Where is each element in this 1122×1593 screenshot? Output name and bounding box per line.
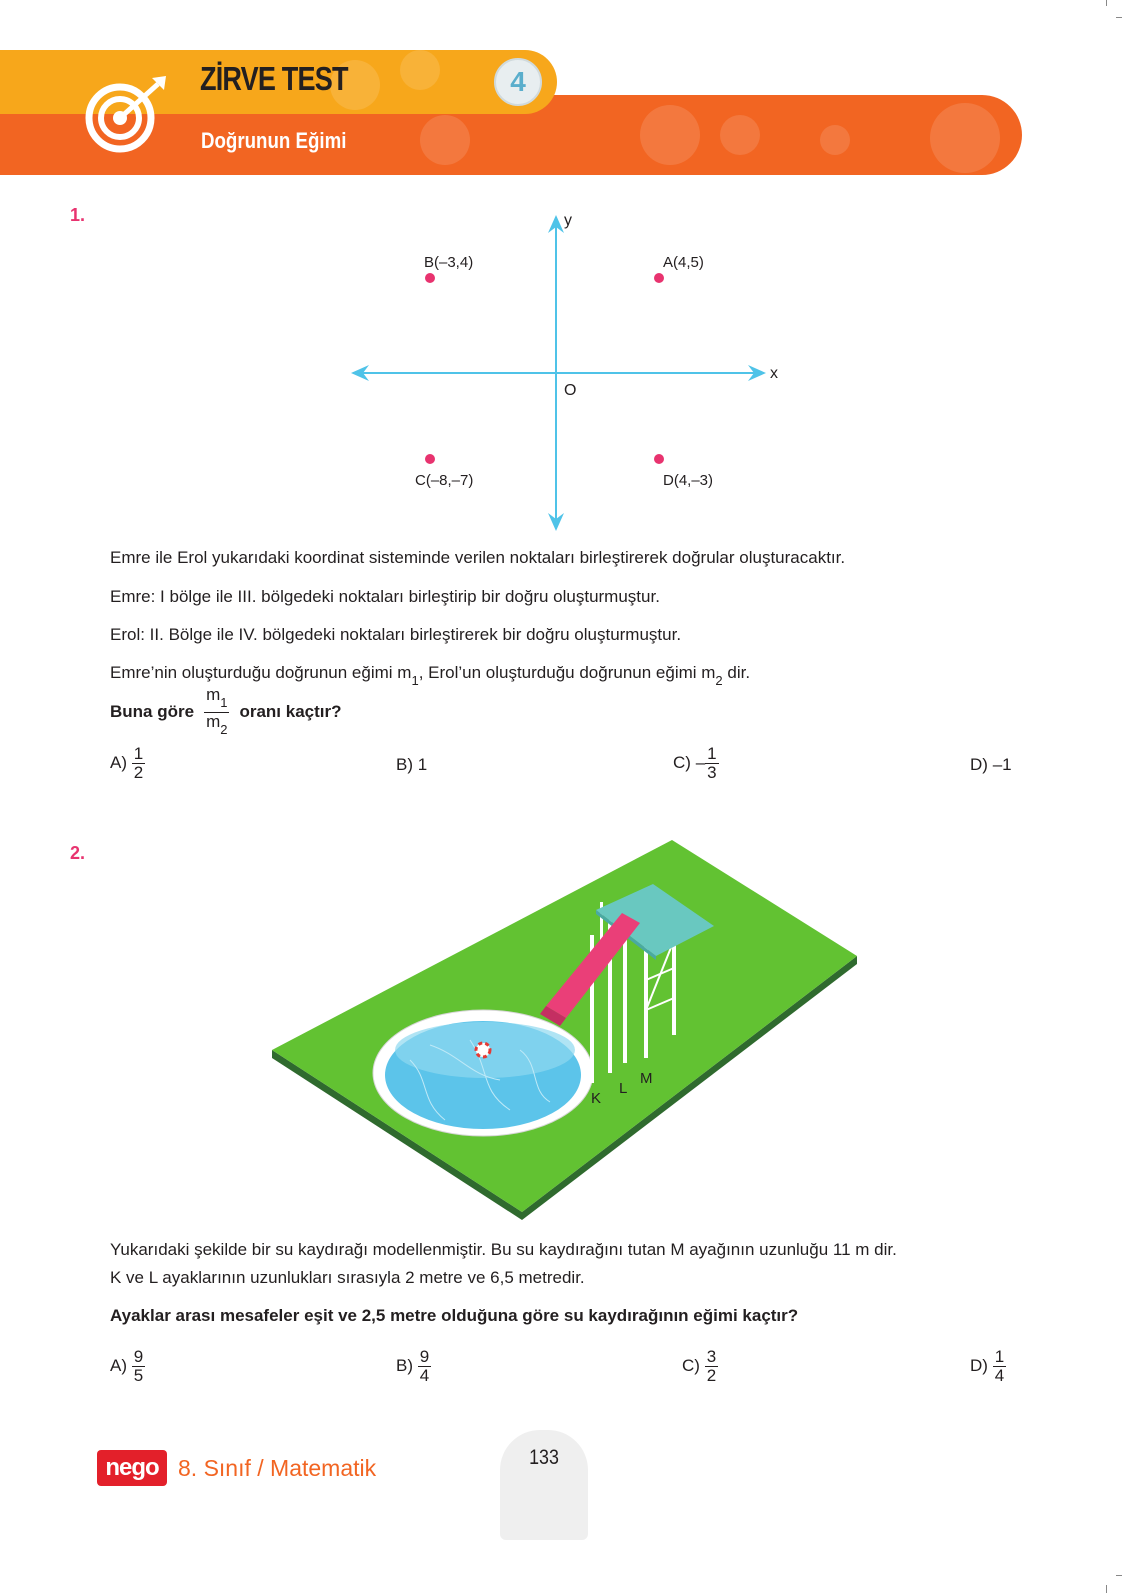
numerator: 9 <box>419 1347 430 1366</box>
option-a[interactable] <box>110 745 145 782</box>
numerator: 9 <box>133 1347 144 1366</box>
option-b[interactable] <box>396 755 427 775</box>
numerator: 3 <box>706 1347 717 1366</box>
question-number: 1. <box>70 205 86 225</box>
test-number-badge: 4 <box>494 58 542 106</box>
point-label: D(4,–3) <box>663 472 714 489</box>
q2-question: Ayaklar arası mesafeler eşit ve 2,5 metre olduğuna göre su kaydırağının eğimi kaçtır? <box>110 1306 799 1325</box>
option-a[interactable] <box>110 1348 145 1385</box>
option-c[interactable] <box>673 745 719 782</box>
numerator: 1 <box>133 744 144 763</box>
option-letter: A) <box>110 1355 127 1375</box>
numerator: m <box>206 684 221 704</box>
q1-text-line: Emre ile Erol yukarıdaki koordinat sisteminde verilen noktaları birleştirerek doğrular oluşturacaktır. <box>110 548 846 567</box>
option-letter: D) <box>970 755 988 774</box>
option-b[interactable] <box>396 1348 431 1385</box>
point-marker <box>654 454 664 464</box>
subscript: 1 <box>411 673 419 688</box>
option-letter: C) <box>682 1355 700 1375</box>
text: oranı kaçtır? <box>239 702 342 721</box>
minus-sign: – <box>695 752 706 772</box>
target-arrow-icon <box>82 70 182 160</box>
test-subtitle: Doğrunun Eğimi <box>201 128 347 153</box>
denominator: m <box>206 711 221 731</box>
leg-label-k: K <box>591 1090 602 1107</box>
origin-label: O <box>564 382 577 399</box>
option-letter: D) <box>970 1355 988 1375</box>
subscript: 2 <box>715 673 723 688</box>
point-label: A(4,5) <box>663 254 704 271</box>
text: Emre’nin oluşturduğu doğrunun eğimi m <box>110 663 412 682</box>
q1-question <box>110 684 342 737</box>
q1-text-line: Emre: I bölge ile III. bölgedeki noktaları birleştirip bir doğru oluşturmuştur. <box>110 587 660 606</box>
point-marker <box>425 454 435 464</box>
leg-label-l: L <box>619 1080 628 1097</box>
point-label: C(–8,–7) <box>415 472 474 489</box>
denominator: 4 <box>994 1366 1005 1385</box>
coordinate-plane <box>340 205 790 535</box>
denominator: 4 <box>419 1366 430 1385</box>
crop-mark <box>1106 1585 1107 1593</box>
footer-subject: 8. Sınıf / Matematik <box>178 1455 377 1481</box>
y-axis-label: y <box>564 212 572 229</box>
option-value: –1 <box>992 755 1012 774</box>
option-value: 1 <box>417 755 428 774</box>
point-marker <box>654 273 664 283</box>
option-d[interactable] <box>970 755 1012 775</box>
test-title: ZİRVE TEST <box>200 60 348 97</box>
subscript: 2 <box>220 721 228 737</box>
crop-mark <box>1116 17 1122 18</box>
ratio-fraction <box>204 686 229 739</box>
point-label: B(–3,4) <box>424 254 474 271</box>
crop-mark <box>1116 1575 1122 1576</box>
question-number: 2. <box>70 843 86 863</box>
publisher-logo: nego <box>97 1450 167 1486</box>
water-slide-illustration <box>270 840 870 1225</box>
page-number: 133 <box>529 1446 559 1469</box>
option-letter: A) <box>110 752 127 772</box>
text: dir. <box>722 663 751 682</box>
q2-text-line: K ve L ayaklarının uzunlukları sırasıyla 2 metre ve 6,5 metredir. <box>110 1268 585 1287</box>
q1-text-line: Erol: II. Bölge ile IV. bölgedeki noktaları birleştirerek bir doğru oluşturmuştur. <box>110 625 682 644</box>
numerator: 1 <box>994 1347 1005 1366</box>
option-d[interactable] <box>970 1348 1006 1385</box>
denominator: 2 <box>706 1366 717 1385</box>
option-letter: C) <box>673 752 691 772</box>
option-c[interactable] <box>682 1348 718 1385</box>
subscript: 1 <box>220 694 228 710</box>
point-marker <box>425 273 435 283</box>
denominator: 3 <box>707 763 717 782</box>
life-ring-icon <box>476 1043 490 1057</box>
q2-text-line: Yukarıdaki şekilde bir su kaydırağı modellenmiştir. Bu su kaydırağını tutan M ayağının uzunluğu 11 m dir. <box>110 1240 897 1259</box>
x-axis-label: x <box>770 365 778 382</box>
option-letter: B) <box>396 1355 413 1375</box>
denominator: 5 <box>133 1366 144 1385</box>
crop-mark <box>1106 0 1107 6</box>
leg-label-m: M <box>640 1070 653 1087</box>
numerator: 1 <box>707 744 717 763</box>
option-letter: B) <box>396 755 413 774</box>
denominator: 2 <box>133 763 144 782</box>
text: Buna göre <box>110 702 195 721</box>
text: , Erol’un oluşturduğu doğrunun eğimi m <box>418 663 716 682</box>
